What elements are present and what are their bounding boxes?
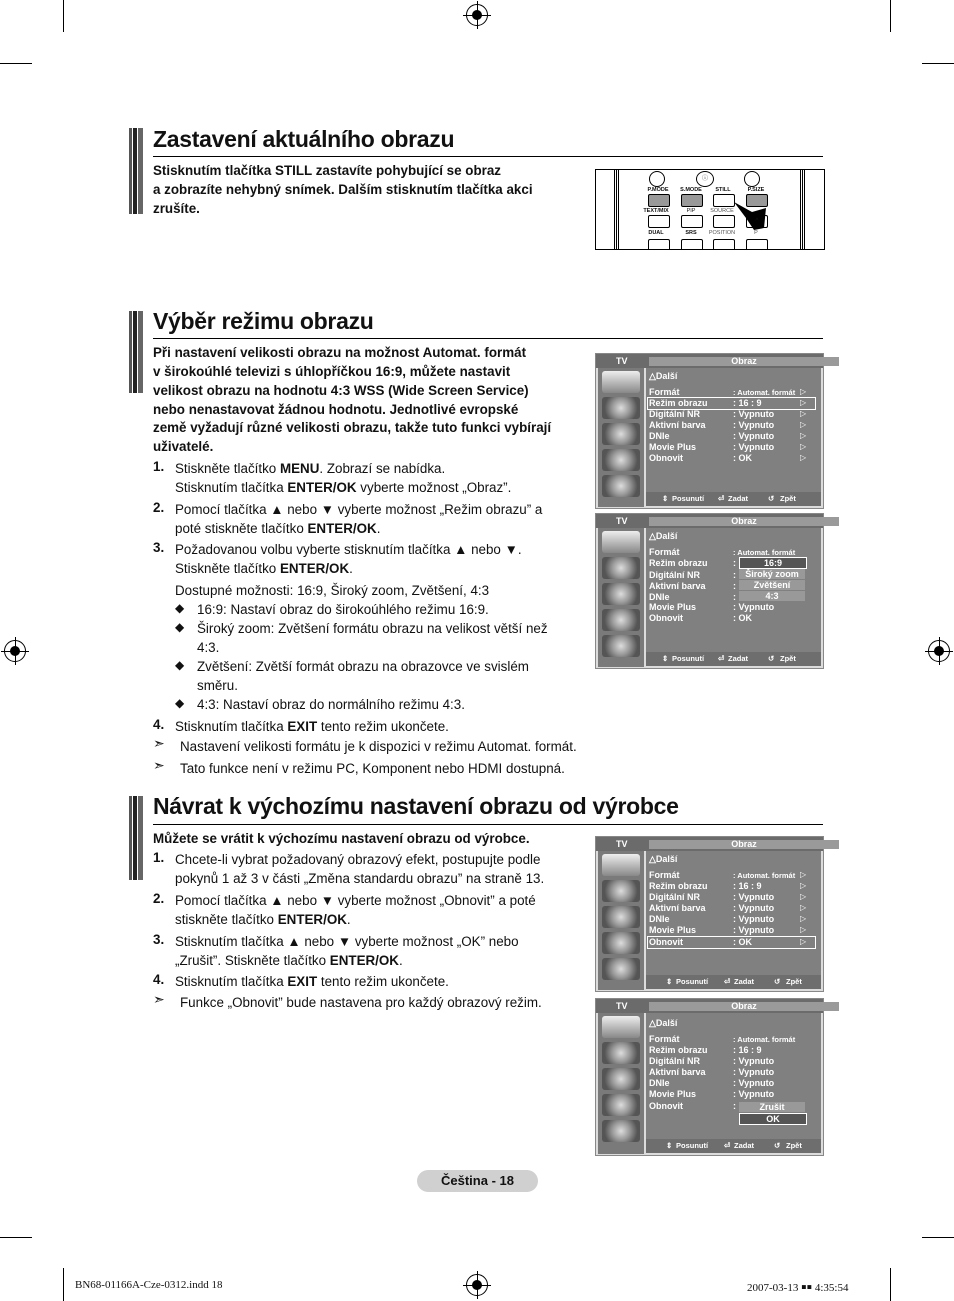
remote-label: POSITION: [708, 230, 736, 236]
menu-row[interactable]: Aktivní barva: [649, 581, 706, 591]
diamond-bullet-icon: ◆: [175, 696, 185, 710]
setup-menu-icon: [602, 609, 640, 631]
menu-row[interactable]: Movie Plus: [649, 602, 697, 612]
crop-mark: [922, 63, 954, 64]
menu-value: : Automat. formát: [733, 871, 796, 880]
menu-row[interactable]: Obnovit: [649, 453, 683, 463]
step-text: Pomocí tlačítka ▲ nebo ▼ vyberte možnost „Režim obrazu” a: [175, 502, 543, 517]
options-line: Dostupné možnosti: 16:9, Široký zoom, Zvětšení, 4:3: [175, 583, 490, 598]
tv-menu-reset-open: [595, 998, 824, 1156]
menu-value: :: [733, 570, 736, 580]
menu-row[interactable]: Formát: [649, 387, 680, 397]
registration-mark-icon: [466, 4, 488, 26]
menu-footer: ⇕ Posunutí ⏎ Zadat ↺ Zpět: [646, 975, 821, 989]
step-text: stiskněte tlačítko ENTER/OK.: [175, 912, 351, 927]
menu-footer: ⇕ Posunutí ⏎ Zadat ↺ Zpět: [646, 652, 821, 666]
tv-menu-reset: [595, 836, 824, 992]
menu-value: :: [733, 1101, 736, 1111]
section3-title: Návrat k výchozímu nastavení obrazu od výrobce: [153, 793, 679, 819]
input-menu-icon: [602, 958, 640, 980]
arrow-right-icon: ▷: [800, 387, 807, 396]
remote-label: P.SIZE: [747, 187, 765, 193]
arrow-right-icon: ▷: [800, 398, 807, 407]
print-slug-date: 2007-03-13 ￭￭ 4:35:54: [747, 1282, 849, 1294]
menu-value: : Vypnuto: [733, 1078, 775, 1088]
menu-value: : OK: [733, 453, 752, 463]
menu-value: : Automat. formát: [733, 548, 796, 557]
section2-title: Výběr režimu obrazu: [153, 308, 374, 334]
menu-row[interactable]: Digitální NR: [649, 570, 700, 580]
menu-row[interactable]: Formát: [649, 870, 680, 880]
menu-value: : 16 : 9: [733, 881, 762, 891]
arrow-right-icon: ▷: [800, 870, 807, 879]
remote-control-illustration: ⓘ P.MODE S.MODE STILL P.SIZE TEXT/MIX PIP SOURCE ^ DUAL SRS POSITION P: [595, 169, 825, 250]
remote-label: DUAL: [648, 230, 664, 236]
menu-row[interactable]: Režim obrazu: [649, 558, 708, 568]
return-icon: ↺: [768, 654, 775, 663]
menu-row[interactable]: Formát: [649, 547, 680, 557]
menu-value: : Vypnuto: [733, 892, 775, 902]
setup-menu-icon: [602, 449, 640, 471]
menu-value: : Automat. formát: [733, 1035, 796, 1044]
bullet-text: 4:3: Nastaví obraz do normálního režimu 4:3.: [197, 697, 465, 712]
dropdown-option[interactable]: 4:3: [739, 591, 805, 601]
crop-mark: [0, 1237, 32, 1238]
setup-menu-icon: [602, 1094, 640, 1116]
registration-mark-icon: [466, 1274, 488, 1296]
menu-title: Obraz: [649, 840, 839, 849]
step-number: 4.: [153, 717, 165, 732]
channel-menu-icon: [602, 906, 640, 928]
menu-value: : OK: [733, 937, 752, 947]
section-bar: [129, 128, 143, 214]
section1-intro-line: zrušíte.: [153, 201, 200, 216]
tv-label: TV: [616, 839, 628, 849]
note-text: Funkce „Obnovit” bude nastavena pro každý obrazový režim.: [180, 995, 542, 1010]
bullet-text: 4:3.: [197, 640, 220, 655]
section1-intro-line: Stisknutím tlačítka STILL zastavíte pohybující se obraz: [153, 163, 501, 178]
menu-row[interactable]: Obnovit: [649, 613, 683, 623]
menu-row[interactable]: Režim obrazu: [649, 1045, 708, 1055]
note-arrow-icon: ➣: [153, 757, 165, 773]
menu-value: : 16 : 9: [733, 1045, 762, 1055]
sound-menu-icon: [602, 1042, 640, 1064]
menu-value: : Vypnuto: [733, 602, 775, 612]
crop-mark: [63, 1268, 64, 1301]
arrow-right-icon: ▷: [800, 453, 807, 462]
bullet-text: 16:9: Nastaví obraz do širokoúhlého režimu 16:9.: [197, 602, 489, 617]
menu-row[interactable]: Aktivní barva: [649, 420, 706, 430]
menu-row[interactable]: Aktivní barva: [649, 903, 706, 913]
remote-label: PIP: [686, 208, 696, 214]
menu-value: :: [733, 558, 736, 568]
section2-intro-line: v širokoúhlé televizi s úhlopříčkou 16:9, můžete nastavit: [153, 364, 511, 379]
tv-menu-picture-size-open: [595, 513, 824, 669]
dropdown-option[interactable]: 16:9: [739, 557, 807, 569]
crop-mark: [890, 1268, 891, 1301]
menu-footer: ⇕ Posunutí ⏎ Zadat ↺ Zpět: [646, 1139, 821, 1153]
section2-intro-line: uživatelé.: [153, 439, 214, 454]
tv-menu-picture-size: [595, 353, 824, 509]
picture-menu-icon: [602, 531, 640, 553]
crop-mark: [0, 63, 32, 64]
arrow-right-icon: ▷: [800, 409, 807, 418]
step-text: Stisknutím tlačítka EXIT tento režim ukončete.: [175, 974, 449, 989]
diamond-bullet-icon: ◆: [175, 601, 185, 615]
remote-label: SRS: [685, 230, 697, 236]
step-text: poté stiskněte tlačítko ENTER/OK.: [175, 521, 381, 536]
crop-mark: [63, 0, 64, 32]
page-number: Čeština - 18: [417, 1170, 538, 1192]
menu-row[interactable]: Režim obrazu: [649, 881, 708, 891]
arrow-right-icon: ▷: [800, 937, 807, 946]
step-text: Stisknutím tlačítka EXIT tento režim ukončete.: [175, 719, 449, 734]
menu-value: : Vypnuto: [733, 1056, 775, 1066]
tv-label: TV: [616, 516, 628, 526]
channel-menu-icon: [602, 423, 640, 445]
step-number: 1.: [153, 850, 165, 865]
menu-footer: ⇕ Posunutí ⏎ Zadat ↺ Zpět: [646, 492, 821, 506]
crop-mark: [890, 0, 891, 32]
menu-more: △Další: [649, 1018, 678, 1028]
return-icon: ↺: [768, 494, 775, 503]
setup-menu-icon: [602, 932, 640, 954]
menu-value: : Vypnuto: [733, 1067, 775, 1077]
channel-menu-icon: [602, 1068, 640, 1090]
step-number: 3.: [153, 540, 165, 555]
menu-row[interactable]: Obnovit: [649, 1101, 683, 1111]
updown-icon: ⇕: [666, 977, 673, 986]
menu-value: : Vypnuto: [733, 925, 775, 935]
step-text: Stiskněte tlačítko MENU. Zobrazí se nabídka.: [175, 461, 446, 476]
section2-intro-line: velikost obrazu na hodnotu 4:3 WSS (Wide Screen Service): [153, 383, 529, 398]
arrow-right-icon: ▷: [800, 442, 807, 451]
arrow-right-icon: ▷: [800, 892, 807, 901]
menu-value: : OK: [733, 613, 752, 623]
step-text: Chcete-li vybrat požadovaný obrazový efekt, postupujte podle: [175, 852, 541, 867]
enter-icon: ⏎: [724, 977, 731, 986]
dropdown-option[interactable]: Zvětšení: [739, 580, 805, 590]
menu-value: :: [733, 581, 736, 591]
menu-row[interactable]: Aktivní barva: [649, 1067, 706, 1077]
input-menu-icon: [602, 1120, 640, 1142]
note-text: Tato funkce není v režimu PC, Komponent nebo HDMI dostupná.: [180, 761, 565, 776]
menu-more: △Další: [649, 371, 678, 381]
remote-label: S.MODE: [680, 187, 702, 193]
enter-icon: ⏎: [724, 1141, 731, 1150]
step-text: pokynů 1 až 3 v části „Změna standardu obrazu” na straně 13.: [175, 871, 545, 886]
arrow-right-icon: ▷: [800, 431, 807, 440]
registration-mark-icon: [4, 640, 26, 662]
menu-title: Obraz: [649, 1002, 839, 1011]
input-menu-icon: [602, 475, 640, 497]
menu-row[interactable]: Movie Plus: [649, 925, 697, 935]
return-icon: ↺: [774, 1141, 781, 1150]
tv-label: TV: [616, 356, 628, 366]
menu-more: △Další: [649, 531, 678, 541]
step-text: Požadovanou volbu vyberte stisknutím tlačítka ▲ nebo ▼.: [175, 542, 522, 557]
step-text: Stisknutím tlačítka ▲ nebo ▼ vyberte možnost „OK” nebo: [175, 934, 519, 949]
arrow-right-icon: ▷: [800, 903, 807, 912]
note-text: Nastavení velikosti formátu je k dispozici v režimu Automat. formát.: [180, 739, 577, 754]
step-text: „Zrušit”. Stiskněte tlačítko ENTER/OK.: [175, 953, 403, 968]
print-slug-file: BN68-01166A-Cze-0312.indd 18: [75, 1279, 223, 1291]
menu-value: : Vypnuto: [733, 914, 775, 924]
arrow-right-icon: ▷: [800, 420, 807, 429]
menu-value: :: [733, 592, 736, 602]
step-number: 2.: [153, 500, 165, 515]
diamond-bullet-icon: ◆: [175, 620, 185, 634]
section2-intro-line: nebo nenastavovat žádnou hodnotu. Jednotlivé evropské: [153, 402, 519, 417]
arrow-right-icon: ▷: [800, 925, 807, 934]
section3-intro: Můžete se vrátit k výchozímu nastavení obrazu od výrobce.: [153, 831, 530, 846]
step-text: Stiskněte tlačítko ENTER/OK.: [175, 561, 353, 576]
step-text: Stisknutím tlačítka ENTER/OK vyberte možnost „Obraz”.: [175, 480, 512, 495]
menu-row[interactable]: DNIe: [649, 431, 670, 441]
section2-intro-line: Při nastavení velikosti obrazu na možnost Automat. formát: [153, 345, 527, 360]
section-bar: [129, 311, 143, 393]
dropdown-option[interactable]: OK: [739, 1113, 807, 1125]
crop-mark: [922, 1237, 954, 1238]
remote-label: TEXT/MIX: [643, 208, 669, 214]
diamond-bullet-icon: ◆: [175, 658, 185, 672]
menu-value: : Automat. formát: [733, 388, 796, 397]
menu-more: △Další: [649, 854, 678, 864]
section-bar: [129, 796, 143, 880]
enter-icon: ⏎: [718, 654, 725, 663]
section-rule: [153, 156, 823, 157]
menu-title: Obraz: [649, 357, 839, 366]
arrow-right-icon: ▷: [800, 881, 807, 890]
menu-row[interactable]: DNIe: [649, 592, 670, 602]
enter-icon: ⏎: [718, 494, 725, 503]
step-number: 3.: [153, 932, 165, 947]
bullet-text: Zvětšení: Zvětší formát obrazu na obrazovce ve svislém: [197, 659, 529, 674]
menu-row[interactable]: Režim obrazu: [649, 398, 708, 408]
menu-value: : Vypnuto: [733, 442, 775, 452]
step-number: 4.: [153, 972, 165, 987]
channel-menu-icon: [602, 583, 640, 605]
arrow-right-icon: ▷: [800, 914, 807, 923]
picture-menu-icon: [602, 854, 640, 876]
updown-icon: ⇕: [662, 654, 669, 663]
remote-label: SOURCE: [710, 208, 734, 214]
menu-row[interactable]: Formát: [649, 1034, 680, 1044]
step-number: 2.: [153, 891, 165, 906]
menu-value: : Vypnuto: [733, 903, 775, 913]
menu-row[interactable]: Digitální NR: [649, 892, 700, 902]
registration-mark-icon: [928, 640, 950, 662]
menu-value: : Vypnuto: [733, 409, 775, 419]
dropdown-option[interactable]: Zrušit: [739, 1102, 805, 1112]
menu-row[interactable]: DNIe: [649, 914, 670, 924]
tv-label: TV: [616, 1001, 628, 1011]
step-text: Pomocí tlačítka ▲ nebo ▼ vyberte možnost „Obnovit” a poté: [175, 893, 536, 908]
menu-row[interactable]: Digitální NR: [649, 409, 700, 419]
bullet-text: Široký zoom: Zvětšení formátu obrazu na velikost větší než: [197, 621, 548, 636]
menu-title: Obraz: [649, 517, 839, 526]
menu-row[interactable]: Movie Plus: [649, 1089, 697, 1099]
sound-menu-icon: [602, 557, 640, 579]
menu-value: : Vypnuto: [733, 1089, 775, 1099]
picture-menu-icon: [602, 1016, 640, 1038]
menu-row[interactable]: Obnovit: [649, 937, 683, 947]
picture-menu-icon: [602, 371, 640, 393]
menu-value: : Vypnuto: [733, 431, 775, 441]
note-arrow-icon: ➣: [153, 735, 165, 751]
updown-icon: ⇕: [662, 494, 669, 503]
remote-label: STILL: [715, 187, 731, 193]
section2-intro-line: země vyžadují různé velikosti obrazu, takže tuto funkci vybírají: [153, 420, 552, 435]
dropdown-option[interactable]: Široký zoom: [739, 569, 805, 579]
sound-menu-icon: [602, 880, 640, 902]
section1-intro-line: a zobrazíte nehybný snímek. Dalším stisknutím tlačítka akci: [153, 182, 533, 197]
input-menu-icon: [602, 635, 640, 657]
note-arrow-icon: ➣: [153, 991, 165, 1007]
step-number: 1.: [153, 459, 165, 474]
section-rule: [153, 824, 823, 825]
menu-value: : 16 : 9: [733, 398, 762, 408]
sound-menu-icon: [602, 397, 640, 419]
updown-icon: ⇕: [666, 1141, 673, 1150]
section1-title: Zastavení aktuálního obrazu: [153, 126, 455, 152]
return-icon: ↺: [774, 977, 781, 986]
menu-row[interactable]: Digitální NR: [649, 1056, 700, 1066]
bullet-text: směru.: [197, 678, 238, 693]
remote-label: P: [754, 230, 758, 236]
menu-row[interactable]: DNIe: [649, 1078, 670, 1088]
menu-row[interactable]: Movie Plus: [649, 442, 697, 452]
remote-label: P.MODE: [647, 187, 669, 193]
menu-value: : Vypnuto: [733, 420, 775, 430]
section-rule: [153, 338, 823, 339]
